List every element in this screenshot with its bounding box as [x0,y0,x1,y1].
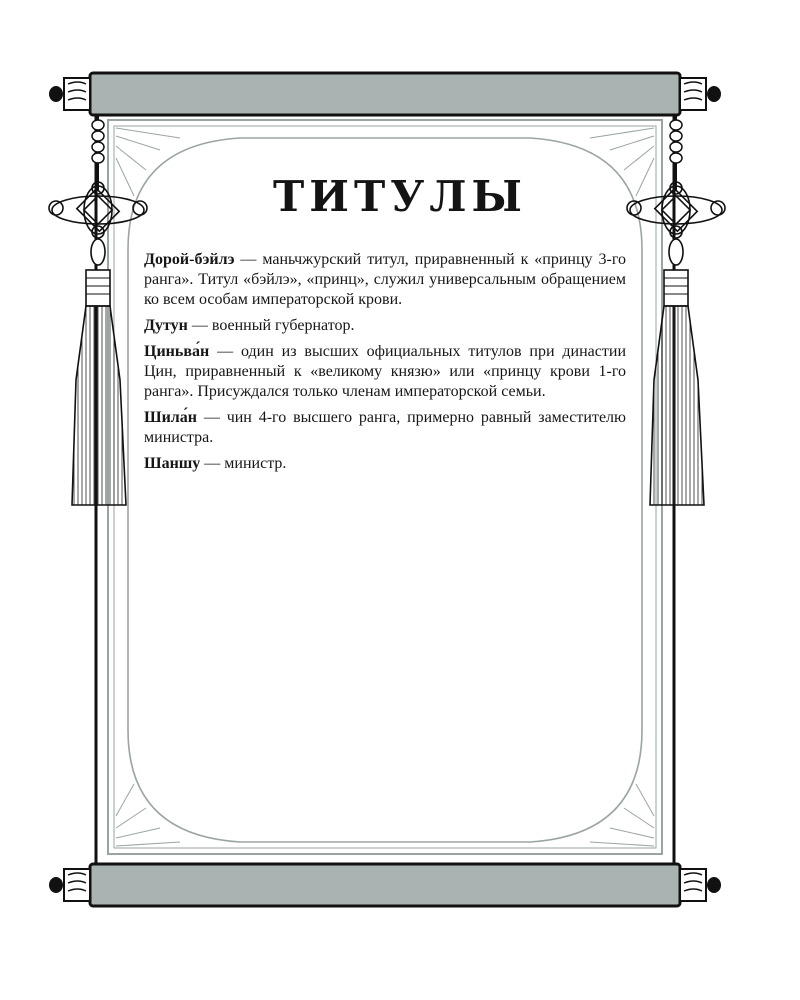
glossary-entry [144,408,626,448]
glossary-definition: — чин 4-го высшего ранга, примерно равный заместителю министра. [144,409,626,446]
glossary-term: Дутун [144,317,188,334]
glossary-entry [144,250,626,310]
paper-sheet [96,110,674,864]
page-title: ТИТУЛЫ [273,172,527,221]
glossary-definition: — министр. [200,455,287,472]
glossary-term: Шаншу [144,455,201,472]
glossary-entry [144,342,626,402]
glossary-list [144,250,626,480]
glossary-term: Дорой-бэйлэ [144,251,235,268]
glossary-entry [144,454,626,474]
glossary-definition: — военный губернатор. [187,317,355,334]
bottom-scroll-rod [49,864,721,906]
glossary-entry [144,316,626,336]
top-scroll-rod [49,73,721,115]
glossary-term: Шила́н [144,409,197,426]
glossary-term: Циньва́н [144,343,210,360]
glossary-definition: — один из высших официальных титулов при династии Цин, приравненный к «великому князю» или «принцу крови 1-го ранга». Присуждался только членам императорской семьи. [144,343,626,400]
glossary-definition: — маньчжурский титул, приравненный к «принцу 3-го ранга». Титул «бэйлэ», «принц», служил универсальным обращением ко всем особам императорской крови. [144,251,626,308]
